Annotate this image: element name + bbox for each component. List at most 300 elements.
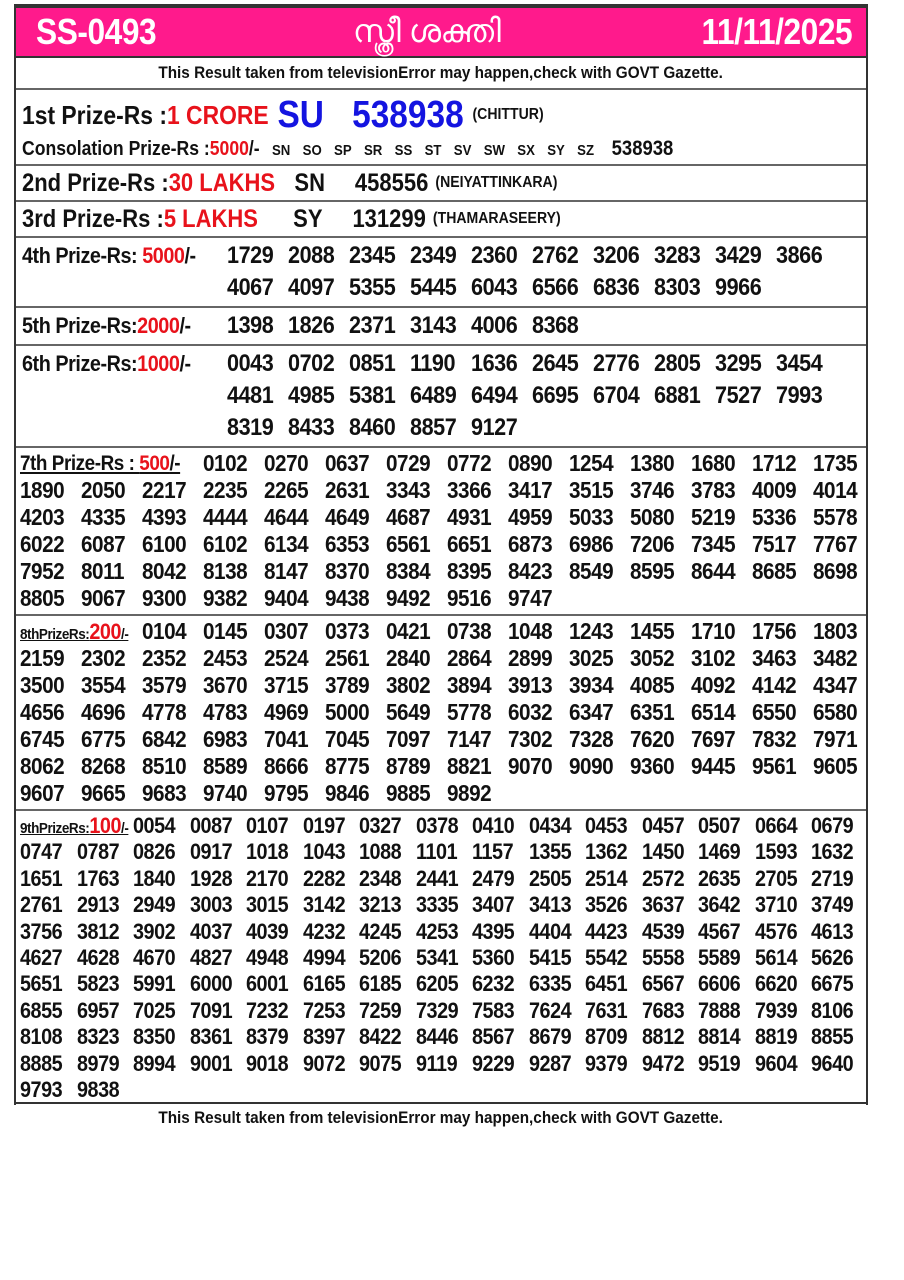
second-prize-place: (NEIYATTINKARA) [435,174,558,191]
winning-number: 7259 [359,997,402,1023]
winning-number: 9607 [20,780,65,806]
winning-number: 4039 [246,918,289,944]
consolation-label: Consolation Prize-Rs : [22,137,210,160]
winning-number: 1826 [288,312,335,339]
winning-number: 0104 [142,618,187,644]
winning-number: 8460 [349,414,396,441]
winning-number: 0890 [508,450,553,476]
prize-label [20,450,185,477]
winning-number: 5823 [76,971,119,997]
winning-number: 4644 [264,504,309,530]
winning-number: 6347 [569,699,614,725]
winning-number: 3670 [203,672,248,698]
header-bar [16,6,866,58]
winning-number: 2705 [754,865,797,891]
winning-number: 6855 [20,997,63,1023]
winning-number: 9067 [81,585,126,611]
prize-amount: 500 [139,452,170,475]
consolation-series-list [260,138,594,161]
winning-number: 7328 [569,726,614,752]
winning-number: 9492 [386,585,431,611]
winning-number: 4994 [302,944,345,970]
winning-number: 2761 [20,892,63,918]
winning-number: 7147 [447,726,492,752]
winning-number: 8510 [142,753,187,779]
winning-number: 6489 [410,382,457,409]
winning-number: 1712 [752,450,797,476]
winning-number: 4092 [691,672,736,698]
winning-number: 8397 [302,1024,345,1050]
winning-number: 8994 [133,1050,176,1076]
winning-number: 8138 [203,558,248,584]
winning-number: 9472 [641,1050,684,1076]
winning-number: 6675 [811,971,854,997]
winning-number: 2514 [585,865,628,891]
consolation-series: SY [547,141,565,159]
winning-number: 6704 [593,382,640,409]
prize-amount: 2000 [137,313,180,338]
winning-number: 7888 [698,997,741,1023]
winning-number: 0410 [472,813,515,838]
ninth-prize-grid [16,813,866,1103]
winning-number: 1254 [569,450,614,476]
winning-number: 6001 [246,971,289,997]
winning-number: 8679 [528,1024,571,1050]
winning-number: 5991 [133,971,176,997]
winning-number: 1018 [246,839,289,865]
winning-number: 9127 [471,414,518,441]
winning-number: 4649 [325,504,370,530]
winning-number: 3295 [715,350,762,377]
winning-number: 3913 [508,672,553,698]
winning-number: 8595 [630,558,675,584]
prize-label-text: 8thPrizeRs: [20,626,90,643]
winning-number: 4009 [752,477,797,503]
section-sixth-prize [16,346,866,448]
winning-number: 2265 [264,477,309,503]
winning-number: 1450 [641,839,684,865]
winning-number: 1043 [302,839,345,865]
winning-number: 6335 [528,971,571,997]
winning-number: 6983 [203,726,248,752]
winning-number: 3003 [189,892,232,918]
winning-number: 8319 [227,414,274,441]
winning-number: 9018 [246,1050,289,1076]
winning-number: 0679 [811,813,854,838]
winning-number: 4481 [227,382,274,409]
prize-amount: 5000 [142,243,185,268]
winning-number: 4395 [472,918,515,944]
disclaimer-top: This Result taken from televisionError may happen,check with GOVT Gazette. [16,58,866,90]
winning-number: 1763 [76,865,119,891]
winning-number: 4985 [288,382,335,409]
winning-number: 1840 [133,865,176,891]
winning-number: 3902 [133,918,176,944]
winning-number: 0664 [754,813,797,838]
winning-number: 8422 [359,1024,402,1050]
winning-number: 6022 [20,531,65,557]
winning-number: 4628 [76,944,119,970]
winning-number: 6205 [415,971,458,997]
winning-number: 2561 [325,645,370,671]
prize-label [22,272,227,304]
winning-number: 8368 [532,312,579,339]
winning-number: 6986 [569,531,614,557]
winning-number: 2840 [386,645,431,671]
winning-number: 5578 [813,504,858,530]
winning-number: 8979 [76,1050,119,1076]
winning-number: 4969 [264,699,309,725]
winning-number: 5219 [691,504,736,530]
winning-number: 4203 [20,504,65,530]
winning-number: 8666 [264,753,309,779]
winning-number: 6351 [630,699,675,725]
winning-number: 9090 [569,753,614,779]
winning-number: 0729 [386,450,431,476]
draw-code: SS-0493 [36,11,157,52]
winning-number: 2088 [288,242,335,269]
winning-number: 3143 [410,312,457,339]
winning-number: 9119 [415,1050,457,1076]
winning-number: 9605 [813,753,858,779]
winning-number: 2371 [349,312,396,339]
prize-suffix: /- [184,243,196,268]
winning-number: 3413 [528,892,571,918]
winning-number: 0107 [246,813,289,838]
winning-number: 6567 [641,971,684,997]
winning-number: 4006 [471,312,518,339]
winning-number: 4347 [813,672,858,698]
winning-number: 2170 [246,865,289,891]
winning-number: 8644 [691,558,736,584]
winning-number: 6232 [472,971,515,997]
winning-number: 2949 [133,892,176,918]
winning-number: 6000 [189,971,232,997]
winning-number: 6836 [593,274,640,301]
winning-number: 0787 [76,839,119,865]
winning-number: 5080 [630,504,675,530]
winning-number: 7345 [691,531,736,557]
winning-number: 0307 [264,618,309,644]
winning-number: 3789 [325,672,370,698]
winning-number: 9665 [81,780,126,806]
winning-number: 0702 [288,350,335,377]
winning-number: 7045 [325,726,370,752]
winning-number: 3417 [508,477,553,503]
winning-number: 0434 [528,813,571,838]
winning-number: 7939 [754,997,797,1023]
winning-number: 8350 [133,1024,176,1050]
winning-number: 1355 [528,839,571,865]
winning-number: 5355 [349,274,396,301]
winning-number: 5558 [641,944,684,970]
winning-number: 3579 [142,672,187,698]
winning-number: 2348 [359,865,402,891]
third-prize-number: 131299 [352,204,426,233]
first-prize-series: SU [277,93,324,136]
winning-number: 4539 [641,918,684,944]
winning-number: 9740 [203,780,248,806]
winning-number: 8805 [20,585,65,611]
winning-number: 1380 [630,450,675,476]
winning-number: 9072 [302,1050,345,1076]
winning-number: 5381 [349,382,396,409]
winning-number: 9438 [325,585,370,611]
winning-number: 8819 [754,1024,797,1050]
winning-number: 9561 [752,753,797,779]
winning-number: 4404 [528,918,571,944]
result-sheet [14,4,868,1105]
winning-number: 4097 [288,274,335,301]
winning-number: 9300 [142,585,187,611]
winning-number: 8855 [811,1024,854,1050]
winning-number: 4778 [142,699,187,725]
prize-label-text: 4th Prize-Rs: [22,243,143,268]
winning-number: 2864 [447,645,492,671]
winning-number: 8379 [246,1024,289,1050]
section-first-prize [16,90,866,166]
consolation-series: SZ [577,141,595,159]
seventh-prize-grid [16,450,866,612]
winning-number: 4335 [81,504,126,530]
winning-number: 6620 [754,971,797,997]
winning-number: 8323 [76,1024,119,1050]
prize-amount: 1000 [137,351,180,376]
winning-number: 4687 [386,504,431,530]
winning-number: 8709 [585,1024,628,1050]
winning-number: 7952 [20,558,65,584]
winning-number: 5626 [811,944,854,970]
winning-number: 3500 [20,672,65,698]
winning-number: 0373 [325,618,370,644]
winning-number: 7302 [508,726,553,752]
winning-number: 7697 [691,726,736,752]
winning-number: 8062 [20,753,65,779]
winning-number: 3756 [20,918,63,944]
winning-number: 4014 [813,477,858,503]
winning-number: 7993 [776,382,823,409]
disclaimer-bottom: This Result taken from televisionError may happen,check with GOVT Gazette. [14,1102,868,1128]
prize-label [22,310,207,342]
second-prize-label: 2nd Prize-Rs : [22,168,169,197]
winning-number: 0457 [641,813,684,838]
winning-number: 3526 [585,892,628,918]
winning-number: 8011 [81,558,125,584]
winning-number: 3637 [641,892,684,918]
second-prize-number: 458556 [354,168,429,197]
winning-number: 1632 [811,839,854,865]
winning-number: 8775 [325,753,370,779]
winning-number: 8885 [20,1050,63,1076]
winning-number: 7097 [386,726,431,752]
winning-number: 6881 [654,382,701,409]
winning-number: 3366 [447,477,492,503]
winning-number: 0747 [20,839,63,865]
second-prize-series: SN [294,168,325,197]
winning-number: 8685 [752,558,797,584]
winning-number: 8108 [20,1024,63,1050]
winning-number: 0851 [349,350,396,377]
winning-number: 4696 [81,699,126,725]
winning-number: 0270 [264,450,309,476]
winning-number: 4567 [698,918,741,944]
winning-number: 8384 [386,558,431,584]
winning-number: 1928 [189,865,232,891]
winning-number: 5000 [325,699,370,725]
winning-number: 6695 [532,382,579,409]
winning-number: 2776 [593,350,640,377]
winning-number: 4067 [227,274,274,301]
winning-number: 1362 [585,839,628,865]
winning-number: 6185 [359,971,402,997]
winning-number: 7624 [528,997,571,1023]
consolation-series: SW [483,141,505,159]
winning-number: 1088 [359,839,402,865]
winning-number: 6100 [142,531,187,557]
winning-number: 9640 [811,1050,854,1076]
winning-number: 7620 [630,726,675,752]
winning-number: 1157 [472,839,514,865]
winning-number: 2913 [76,892,119,918]
winning-number: 6353 [325,531,370,557]
winning-number: 5542 [585,944,628,970]
winning-number: 7041 [264,726,309,752]
winning-number: 2505 [528,865,571,891]
winning-number: 0054 [133,813,176,838]
section-second-prize [16,166,866,202]
winning-number: 8821 [447,753,492,779]
winning-number: 2899 [508,645,553,671]
winning-number: 6561 [386,531,431,557]
winning-number: 2762 [532,242,579,269]
winning-number: 8361 [189,1024,232,1050]
prize-amount: 200 [89,619,122,644]
winning-number: 2805 [654,350,701,377]
first-prize-number: 538938 [352,93,464,136]
winning-number: 4656 [20,699,65,725]
winning-number: 4142 [752,672,797,698]
winning-number: 6165 [302,971,345,997]
winning-number: 7527 [715,382,762,409]
winning-number: 6032 [508,699,553,725]
consolation-series: ST [424,141,442,159]
winning-number: 4613 [811,918,854,944]
winning-number: 9519 [698,1050,741,1076]
winning-number: 8303 [654,274,701,301]
winning-number: 2235 [203,477,248,503]
winning-number: 4423 [585,918,628,944]
winning-number: 0197 [302,813,345,838]
winning-number: 4827 [189,944,232,970]
winning-number: 1710 [691,618,736,644]
winning-number: 8857 [410,414,457,441]
third-prize-label: 3rd Prize-Rs : [22,204,164,233]
winning-number: 8567 [472,1024,515,1050]
winning-number: 9795 [264,780,309,806]
winning-number: 1190 [410,350,456,377]
winning-number: 2302 [81,645,126,671]
winning-number: 5778 [447,699,492,725]
winning-number: 3335 [415,892,458,918]
prize-label-text: 7th Prize-Rs : [20,452,140,475]
winning-number: 0738 [447,618,492,644]
winning-number: 7025 [133,997,176,1023]
winning-number: 2345 [349,242,396,269]
section-ninth-prize [16,811,866,1105]
winning-number: 9747 [508,585,553,611]
winning-number: 7091 [189,997,232,1023]
winning-number: 5614 [754,944,797,970]
consolation-row: Consolation Prize-Rs : 5000 /- SN SO SP SR SS ST SV SW SX SY SZ 538938 [22,137,674,160]
winning-number: 0637 [325,450,370,476]
winning-number: 1651 [20,865,63,891]
winning-number: 3052 [630,645,675,671]
winning-number: 6873 [508,531,553,557]
winning-number: 3802 [386,672,431,698]
winning-number: 9382 [203,585,248,611]
winning-number: 8395 [447,558,492,584]
winning-number: 9070 [508,753,553,779]
winning-number: 4245 [359,918,402,944]
winning-number: 8814 [698,1024,741,1050]
winning-number: 8698 [813,558,858,584]
winning-number: 8549 [569,558,614,584]
winning-number: 9287 [528,1050,571,1076]
winning-number: 4627 [20,944,63,970]
consolation-series: SO [302,141,322,159]
winning-number: 1729 [227,242,274,269]
prize-suffix: /- [179,313,191,338]
winning-number: 3454 [776,350,823,377]
winning-number: 9683 [142,780,187,806]
prize-label [22,412,227,444]
winning-number: 6043 [471,274,518,301]
winning-number: 3015 [246,892,289,918]
winning-number: 8268 [81,753,126,779]
winning-number: 3746 [630,477,675,503]
winning-number: 8370 [325,558,370,584]
winning-number: 7232 [246,997,289,1023]
winning-number: 3463 [752,645,797,671]
prize-suffix: /- [121,626,129,643]
winning-number: 7253 [302,997,345,1023]
first-prize-row [22,94,759,136]
winning-number: 7206 [630,531,675,557]
winning-number: 6494 [471,382,518,409]
prize-label-text: 5th Prize-Rs: [22,313,138,338]
prize-label [22,348,207,380]
winning-number: 2631 [325,477,370,503]
winning-number: 9229 [472,1050,515,1076]
winning-number: 1048 [508,618,553,644]
winning-number: 4037 [189,918,232,944]
winning-number: 9966 [715,274,762,301]
winning-number: 0043 [227,350,274,377]
winning-number: 7683 [641,997,684,1023]
winning-number: 9885 [386,780,431,806]
winning-number: 2349 [410,242,457,269]
consolation-number: 538938 [611,137,674,160]
winning-number: 5651 [20,971,63,997]
winning-number: 6651 [447,531,492,557]
winning-number: 4232 [302,918,345,944]
winning-number: 3749 [811,892,854,918]
winning-number: 0917 [189,839,232,865]
winning-number: 1593 [754,839,797,865]
consolation-series: SN [271,141,291,159]
sixth-prize-grid [22,348,860,444]
winning-number: 1803 [813,618,858,644]
